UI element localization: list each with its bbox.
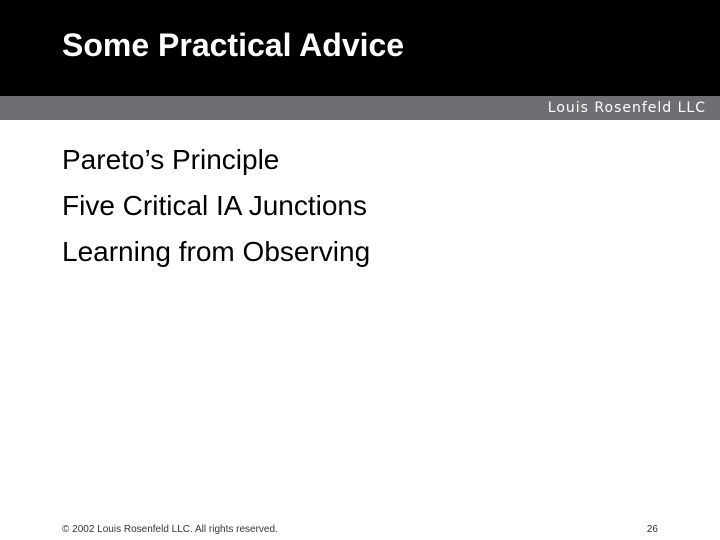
bullet-item: Learning from Observing xyxy=(62,236,371,267)
slide-title: Some Practical Advice xyxy=(62,27,405,63)
footer-copyright: © 2002 Louis Rosenfeld LLC. All rights reserved. xyxy=(62,524,278,535)
page-number: 26 xyxy=(646,524,658,535)
brand-bar xyxy=(0,96,720,120)
brand-name: Louis Rosenfeld LLC xyxy=(547,100,706,116)
bullet-item: Five Critical IA Junctions xyxy=(62,190,367,221)
title-bar xyxy=(0,0,720,96)
bullet-list xyxy=(62,137,370,275)
bullet-item: Pareto’s Principle xyxy=(62,144,280,175)
